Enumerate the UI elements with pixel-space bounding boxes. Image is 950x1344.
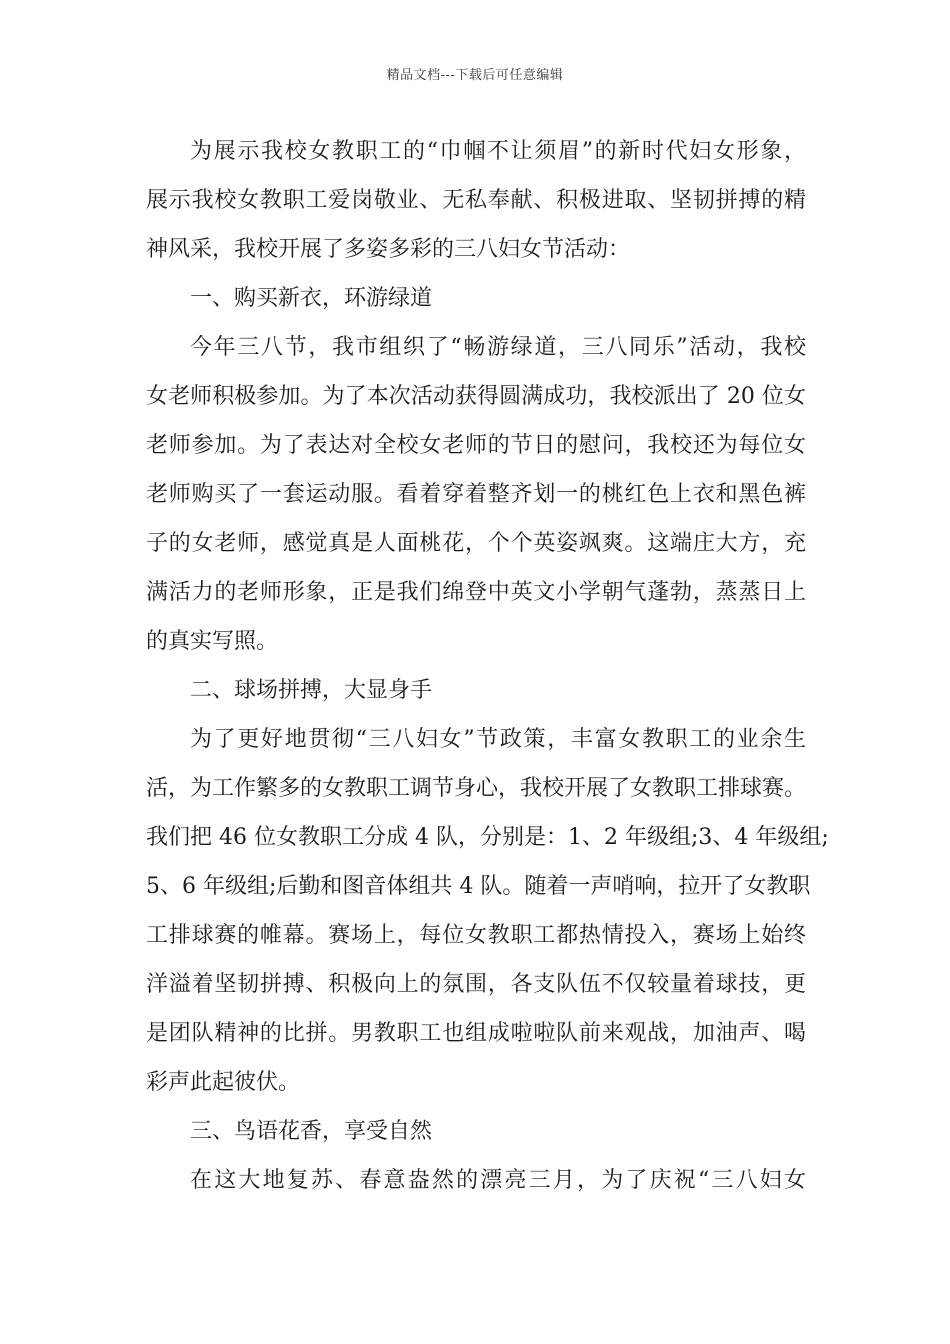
paragraph-section-1: [146, 323, 806, 666]
page-header: 精品文档---下载后可任意编辑: [386, 68, 564, 83]
text-line: 为了更好地贯彻“三八妇女”节政策，丰富女教职工的业余生: [190, 727, 806, 752]
heading-text: 一、购买新衣，环游绿道: [190, 286, 433, 311]
text-line: 5、6 年级组;后勤和图音体组共 4 队。随着一声哨响，拉开了女教职: [146, 874, 811, 899]
text-line: 洋溢着坚韧拼搏、积极向上的氛围，各支队伍不仅较量着球技，更: [146, 972, 806, 997]
paragraph-intro: [146, 127, 806, 274]
text-line: 为展示我校女教职工的“巾帼不让须眉”的新时代妇女形象，: [190, 139, 806, 164]
text-line: 我们把 46 位女教职工分成 4 队，分别是：1、2 年级组;3、4 年级组;: [146, 825, 829, 850]
section-heading-2: [146, 666, 806, 715]
text-line: 满活力的老师形象，正是我们绵登中英文小学朝气蓬勃，蒸蒸日上: [146, 580, 806, 605]
text-line: 工排球赛的帷幕。赛场上，每位女教职工都热情投入，赛场上始终: [146, 923, 806, 948]
text-line: 今年三八节，我市组织了“畅游绿道，三八同乐”活动，我校: [190, 335, 806, 360]
text-line: 是团队精神的比拼。男教职工也组成啦啦队前来观战，加油声、喝: [146, 1021, 806, 1046]
text-line: 在这大地复苏、春意盎然的漂亮三月，为了庆祝“三八妇女: [190, 1168, 806, 1193]
text-line: 的真实写照。: [146, 629, 279, 654]
text-line: 展示我校女教职工爱岗敬业、无私奉献、积极进取、坚韧拼搏的精: [146, 188, 806, 213]
text-line: 老师参加。为了表达对全校女老师的节日的慰问，我校还为每位女: [146, 433, 806, 458]
paragraph-section-2: [146, 715, 829, 1107]
text-line: 子的女老师，感觉真是人面桃花，个个英姿飒爽。这端庄大方，充: [146, 531, 806, 556]
document-body: [146, 127, 829, 1205]
heading-text: 三、鸟语花香，享受自然: [190, 1119, 433, 1144]
text-line: 神风采，我校开展了多姿多彩的三八妇女节活动：: [146, 237, 631, 262]
text-line: 彩声此起彼伏。: [146, 1070, 301, 1095]
text-line: 女老师积极参加。为了本次活动获得圆满成功，我校派出了 20 位女: [146, 384, 806, 409]
section-heading-1: [146, 274, 806, 323]
text-line: 活，为工作繁多的女教职工调节身心，我校开展了女教职工排球赛。: [146, 776, 807, 801]
text-line: 老师购买了一套运动服。看着穿着整齐划一的桃红色上衣和黑色裤: [146, 482, 806, 507]
section-heading-3: [146, 1107, 806, 1156]
paragraph-section-3: [146, 1156, 806, 1205]
heading-text: 二、球场拼搏，大显身手: [190, 678, 433, 703]
